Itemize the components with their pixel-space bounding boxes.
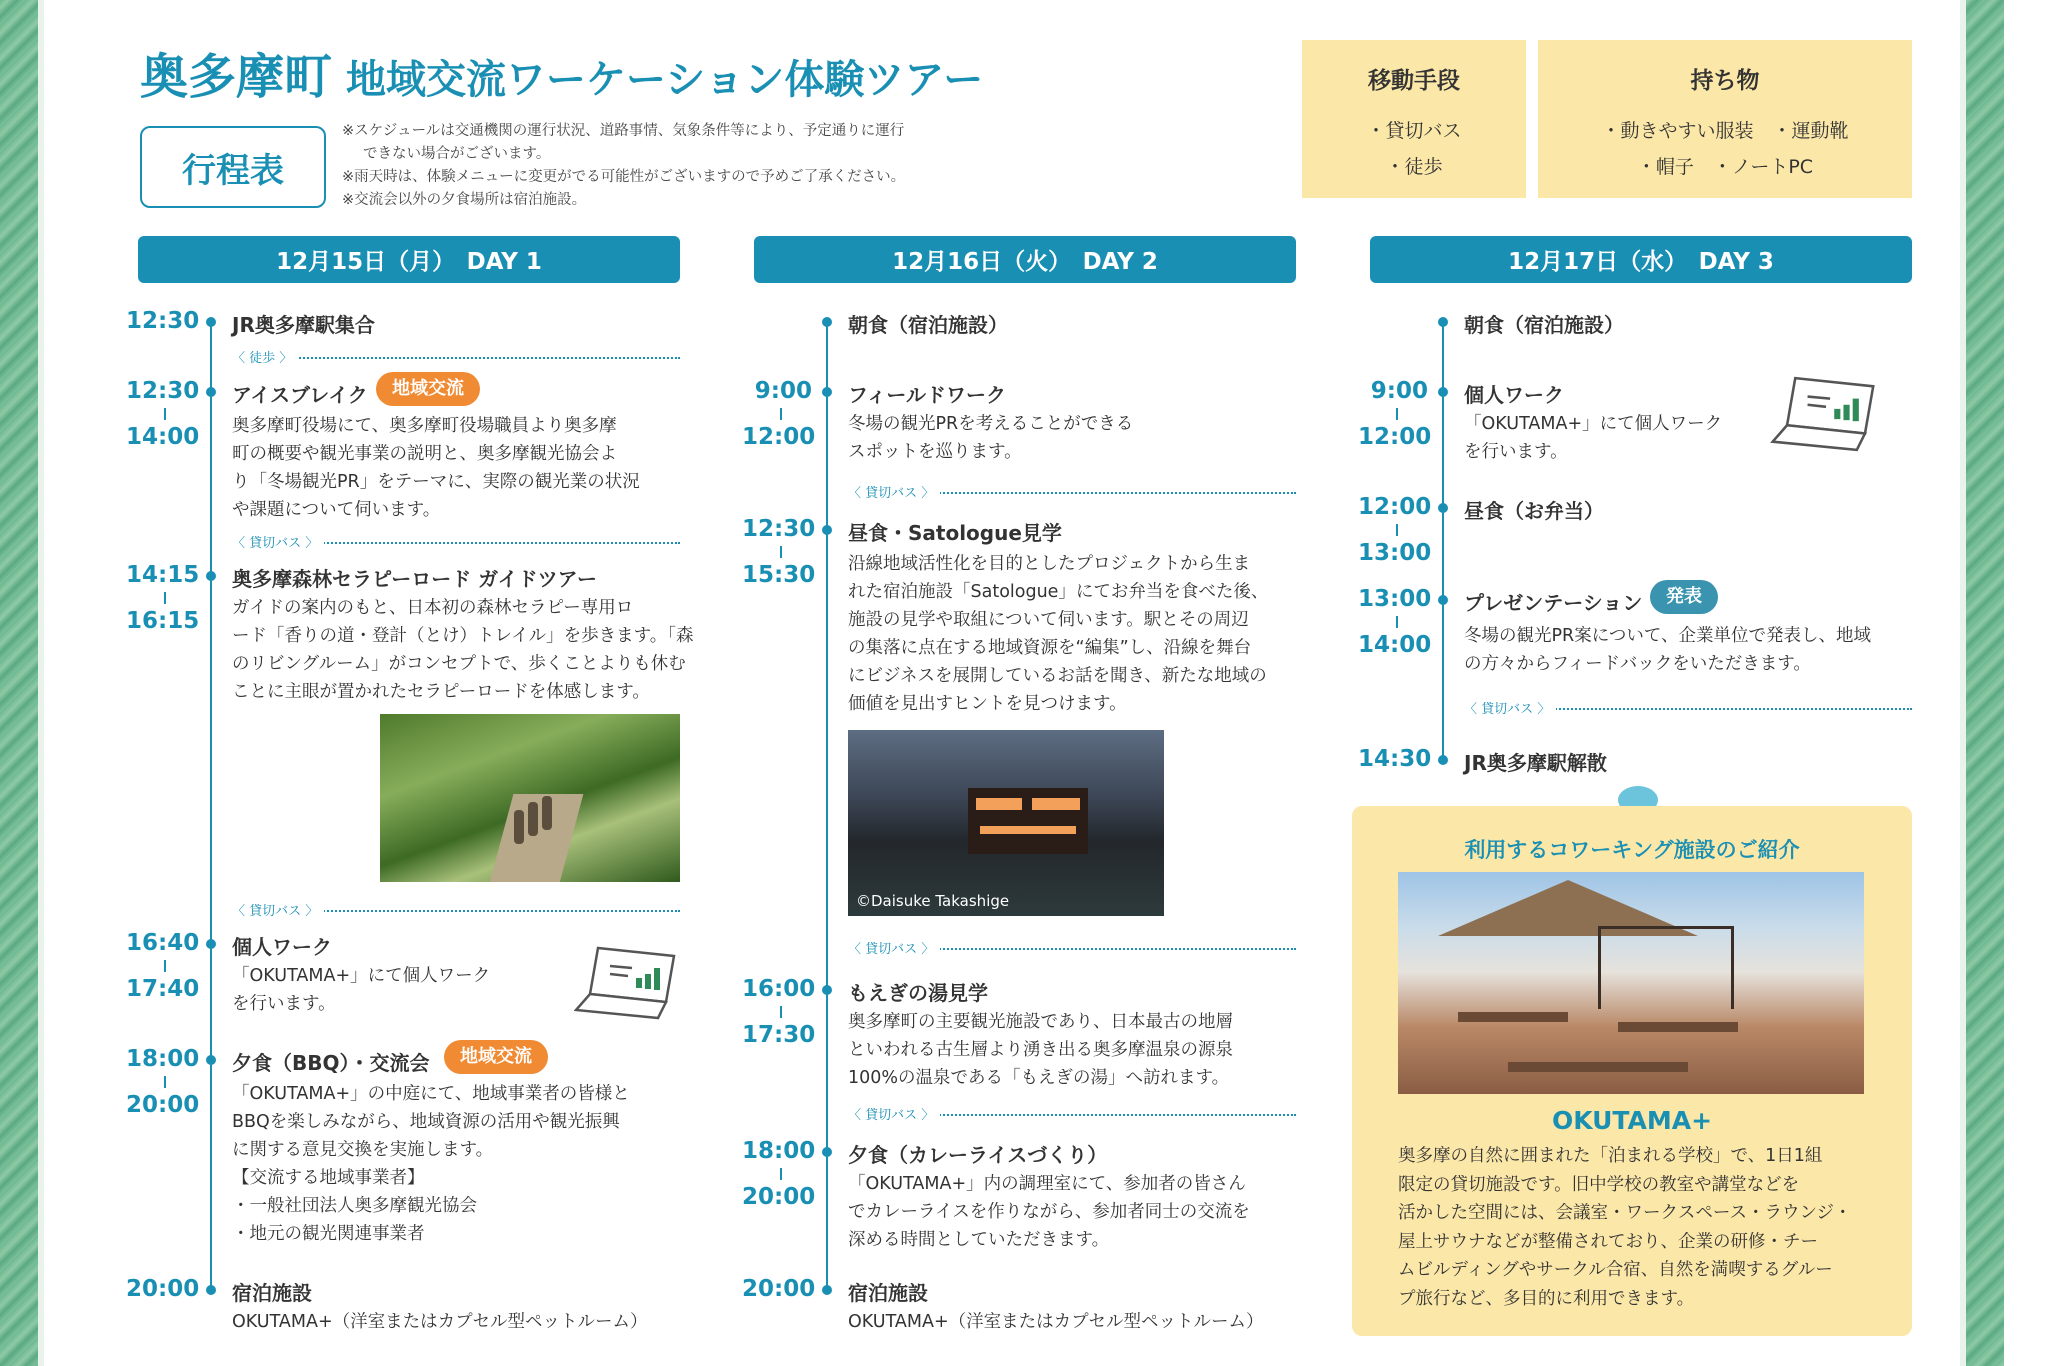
desc-line: 沿線地域活性化を目的としたプロジェクトから生ま [848, 554, 1251, 574]
gazebo [1598, 926, 1734, 1009]
desc-line: れた宿泊施設「Satologue」にてお弁当を食べた後、 [848, 582, 1269, 602]
time-range-tick [164, 592, 166, 604]
timeline-dot [822, 1147, 832, 1157]
time-range-tick [780, 408, 782, 420]
timeline-dot [1438, 387, 1448, 397]
desc-line: 「OKUTAMA+」にて個人ワーク [232, 966, 491, 986]
transit-label: 〈 貸切バス 〉 [232, 532, 324, 551]
time-range-tick [164, 408, 166, 420]
desc-line: 奥多摩町の主要観光施設であり、日本最古の地層 [848, 1012, 1233, 1032]
title-main: 奥多摩町 [140, 49, 333, 105]
time-end: 14:00 [126, 424, 200, 450]
transit-label: 〈 貸切バス 〉 [848, 1104, 940, 1123]
desc-line: 「OKUTAMA+」の中庭にて、地域事業者の皆様と [232, 1084, 630, 1104]
event-title: 朝食（宿泊施設） [848, 313, 1008, 337]
time-range-tick [780, 546, 782, 558]
desc-line: 奥多摩町役場にて、奥多摩町役場職員より奥多摩 [232, 416, 617, 436]
time-range-tick [780, 1006, 782, 1018]
time-start: 14:15 [126, 562, 200, 588]
event-title: 個人ワーク [1464, 383, 1564, 407]
desc-line: り「冬場観光PR」をテーマに、実際の観光業の状況 [232, 472, 640, 492]
note-line: ※交流会以外の夕食場所は宿泊施設。 [342, 192, 587, 208]
laptop-icon [1770, 374, 1880, 454]
event-title: プレゼンテーション [1464, 591, 1643, 615]
desc-line: 施設の見学や取組について伺います。駅とその周辺 [848, 610, 1249, 630]
event-title: もえぎの湯見学 [848, 981, 988, 1005]
event-desc [848, 1170, 1250, 1254]
event-title: 奥多摩森林セラピーロード ガイドツアー [232, 567, 597, 591]
time-start: 9:00 [1370, 378, 1428, 404]
desc-line: ことに主眼が置かれたセラピーロードを体感します。 [232, 682, 650, 702]
desc-line: ガイドの案内のもと、日本初の森林セラピー専用ロ [232, 598, 634, 618]
desc-line: 価値を見出すヒントを見つけます。 [848, 694, 1127, 714]
day2-timeline [826, 322, 828, 1288]
event-desc [232, 412, 640, 524]
photo-credit: ©Daisuke Takashige [856, 892, 1010, 910]
desc-line: 奥多摩の自然に囲まれた「泊まれる学校」で、1日1組 [1398, 1146, 1823, 1166]
transit-bus [1464, 698, 1912, 718]
event-title: 昼食・Satologue見学 [848, 521, 1062, 545]
transport-box [1302, 40, 1526, 198]
desc-line: や課題について伺います。 [232, 500, 441, 520]
transit-label: 〈 貸切バス 〉 [848, 482, 940, 501]
transit-label: 〈 貸切バス 〉 [848, 938, 940, 957]
desc-line: ムビルディングやサークル合宿、自然を満喫するグルー [1398, 1260, 1833, 1280]
timeline-dot [206, 317, 216, 327]
event-title: 個人ワーク [232, 935, 332, 959]
time-end: 14:00 [1358, 632, 1432, 658]
timeline-dot [822, 317, 832, 327]
transit-label: 〈 徒歩 〉 [232, 347, 298, 366]
time-range-tick [1396, 616, 1398, 628]
event-title: 昼食（お弁当） [1464, 499, 1604, 523]
right-border-decoration [1960, 0, 2048, 1366]
desc-line: 町の概要や観光事業の説明と、奥多摩観光協会よ [232, 444, 617, 464]
terrace-table [1618, 1022, 1738, 1032]
hiker [514, 810, 524, 844]
time-start: 12:30 [126, 378, 200, 404]
transit-bus [848, 482, 1296, 502]
timeline-dot [1438, 317, 1448, 327]
timeline-dot [1438, 755, 1448, 765]
time-label: 12:30 [126, 308, 200, 334]
time-range-tick [164, 1076, 166, 1088]
desc-line: ・地元の観光関連事業者 [232, 1224, 425, 1244]
timeline-dot [206, 571, 216, 581]
left-border-decoration [0, 0, 44, 1366]
desc-line: 屋上サウナなどが整備されており、企業の研修・チー [1398, 1231, 1818, 1252]
desc-line: に関する意見交換を実施します。 [232, 1140, 494, 1160]
day1-timeline [210, 322, 212, 1288]
event-desc [232, 962, 490, 1018]
time-range-tick [164, 960, 166, 972]
belongings-row: ・動きやすい服装 ・運動靴 [1601, 120, 1849, 142]
desc-line: ・一般社団法人奥多摩観光協会 [232, 1196, 477, 1216]
okutama-plus-photo [1398, 872, 1864, 1094]
event-desc [232, 594, 693, 706]
event-desc [848, 1008, 1233, 1092]
time-range-tick [780, 1168, 782, 1180]
time-start: 16:00 [742, 976, 816, 1002]
event-desc: OKUTAMA+（洋室またはカプセル型ペットルーム） [232, 1312, 648, 1332]
desc-line: 限定の貸切施設です。旧中学校の教室や講堂などを [1398, 1174, 1800, 1195]
schedule-label: 行程表 [140, 126, 326, 208]
belongings-heading: 持ち物 [1690, 68, 1760, 94]
timeline-dot [822, 387, 832, 397]
event-title: フィールドワーク [848, 383, 1006, 407]
note-line: ※スケジュールは交通機関の運行状況、道路事情、気象条件等により、予定通りに運行 [342, 123, 905, 139]
desc-line: BBQを楽しみながら、地域資源の活用や観光振興 [232, 1112, 620, 1132]
desc-line: 100%の温泉である「もえぎの湯」へ訪れます。 [848, 1068, 1230, 1088]
timeline-dot [822, 985, 832, 995]
desc-line: スポットを巡ります。 [848, 442, 1022, 462]
timeline-dot [206, 1285, 216, 1295]
time-range-tick [1396, 524, 1398, 536]
event-desc [848, 550, 1268, 718]
desc-line: 冬場の観光PRを考えることができる [848, 414, 1134, 434]
timeline-dot [206, 387, 216, 397]
day3-header: 12月17日（水） DAY 3 [1370, 236, 1912, 283]
laptop-icon [574, 944, 680, 1022]
note-line: ※雨天時は、体験メニューに変更がでる可能性がございますので予めご了承ください。 [342, 169, 906, 185]
desc-line: 深める時間としていただきます。 [848, 1230, 1110, 1250]
notes [342, 120, 905, 212]
terrace-table [1458, 1012, 1568, 1022]
satologue-photo [848, 730, 1164, 916]
lit-window [976, 798, 1022, 810]
event-desc [848, 410, 1133, 466]
desc-line: 活かした空間には、会議室・ワークスペース・ラウンジ・ [1398, 1203, 1852, 1223]
time-range-tick [1396, 408, 1398, 420]
desc-line: を行います。 [232, 994, 336, 1014]
event-title: 夕食（カレーライスづくり） [848, 1143, 1108, 1167]
desc-line: のリビングルーム」がコンセプトで、歩くことよりも休む [232, 654, 686, 674]
time-end: 12:00 [742, 424, 816, 450]
transit-label: 〈 貸切バス 〉 [1464, 698, 1556, 717]
event-title: 宿泊施設 [232, 1281, 312, 1305]
time-start: 12:30 [742, 516, 816, 542]
desc-line: でカレーライスを作りながら、参加者同士の交流を [848, 1202, 1250, 1222]
transit-bus [848, 1104, 1296, 1124]
time-start: 9:00 [754, 378, 812, 404]
desc-line: 冬場の観光PR案について、企業単位で発表し、地域 [1464, 626, 1872, 646]
time-label: 20:00 [742, 1276, 816, 1302]
belongings-row: ・帽子 ・ノートPC [1636, 156, 1814, 178]
day1-header: 12月15日（月） DAY 1 [138, 236, 680, 283]
coworking-desc [1398, 1142, 1852, 1313]
desc-line: 「OKUTAMA+」内の調理室にて、参加者の皆さん [848, 1174, 1246, 1194]
event-title: アイスブレイク [232, 383, 368, 407]
event-title: 朝食（宿泊施設） [1464, 313, 1624, 337]
transport-heading: 移動手段 [1368, 68, 1460, 94]
desc-line: 「OKUTAMA+」にて個人ワーク [1464, 414, 1723, 434]
tag-regional-exchange: 地域交流 [444, 1040, 548, 1074]
transit-bus [848, 938, 1296, 958]
timeline-dot [206, 1055, 216, 1065]
forest-trail-photo [380, 714, 680, 882]
hiker [542, 796, 552, 830]
time-start: 12:00 [1358, 494, 1432, 520]
time-label: 14:30 [1358, 746, 1432, 772]
timeline-dot [1438, 595, 1448, 605]
time-start: 13:00 [1358, 586, 1432, 612]
timeline-dot [206, 939, 216, 949]
event-desc: OKUTAMA+（洋室またはカプセル型ペットルーム） [848, 1312, 1264, 1332]
time-start: 16:40 [126, 930, 200, 956]
time-end: 20:00 [126, 1092, 200, 1118]
lit-window [980, 826, 1076, 834]
day2-header: 12月16日（火） DAY 2 [754, 236, 1296, 283]
time-end: 15:30 [742, 562, 816, 588]
desc-line: プ旅行など、多目的に利用できます。 [1398, 1288, 1695, 1309]
time-start: 18:00 [742, 1138, 816, 1164]
transit-walk [232, 347, 680, 367]
timeline-dot [1438, 503, 1448, 513]
event-title: 夕食（BBQ）・交流会 [232, 1051, 430, 1075]
event-desc [1464, 622, 1871, 678]
hiker [528, 802, 538, 836]
event-desc [232, 1080, 630, 1248]
desc-line: 【交流する地域事業者】 [232, 1168, 425, 1188]
time-end: 13:00 [1358, 540, 1432, 566]
timeline-dot [822, 1285, 832, 1295]
desc-line: を行います。 [1464, 442, 1568, 462]
time-end: 20:00 [742, 1184, 816, 1210]
timeline-dot [822, 525, 832, 535]
time-end: 16:15 [126, 608, 200, 634]
desc-line: の集落に点在する地域資源を“編集”し、沿線を舞台 [848, 638, 1252, 658]
time-end: 12:00 [1358, 424, 1432, 450]
event-title: JR奥多摩駅集合 [232, 313, 375, 337]
desc-line: といわれる古生層より湧き出る奥多摩温泉の源泉 [848, 1040, 1233, 1060]
transit-bus [232, 900, 680, 920]
note-line: できない場合がございます。 [363, 146, 551, 162]
belongings-box [1538, 40, 1912, 198]
page-title [140, 38, 983, 107]
time-label: 20:00 [126, 1276, 200, 1302]
transport-item: ・貸切バス [1366, 120, 1462, 142]
desc-line: ード「香りの道・登計（とけ）トレイル」を歩きます。「森 [232, 626, 694, 646]
lit-window [1032, 798, 1080, 810]
transit-label: 〈 貸切バス 〉 [232, 900, 324, 919]
coworking-heading: 利用するコワーキング施設のご紹介 [1464, 838, 1800, 862]
event-title: 宿泊施設 [848, 1281, 928, 1305]
event-desc [1464, 410, 1722, 466]
event-title: JR奥多摩駅解散 [1464, 751, 1607, 775]
tag-regional-exchange: 地域交流 [376, 372, 480, 406]
transport-item: ・徒歩 [1385, 156, 1443, 178]
time-start: 18:00 [126, 1046, 200, 1072]
tag-presentation: 発表 [1650, 580, 1718, 614]
title-sub: 地域交流ワーケーション体験ツアー [346, 57, 984, 103]
terrace-table [1508, 1062, 1688, 1072]
time-end: 17:30 [742, 1022, 816, 1048]
desc-line: の方々からフィードバックをいただきます。 [1464, 654, 1811, 674]
desc-line: にビジネスを展開しているお話を聞き、新たな地域の [848, 666, 1267, 686]
time-end: 17:40 [126, 976, 200, 1002]
coworking-name: OKUTAMA+ [1551, 1106, 1713, 1135]
transit-bus [232, 532, 680, 552]
